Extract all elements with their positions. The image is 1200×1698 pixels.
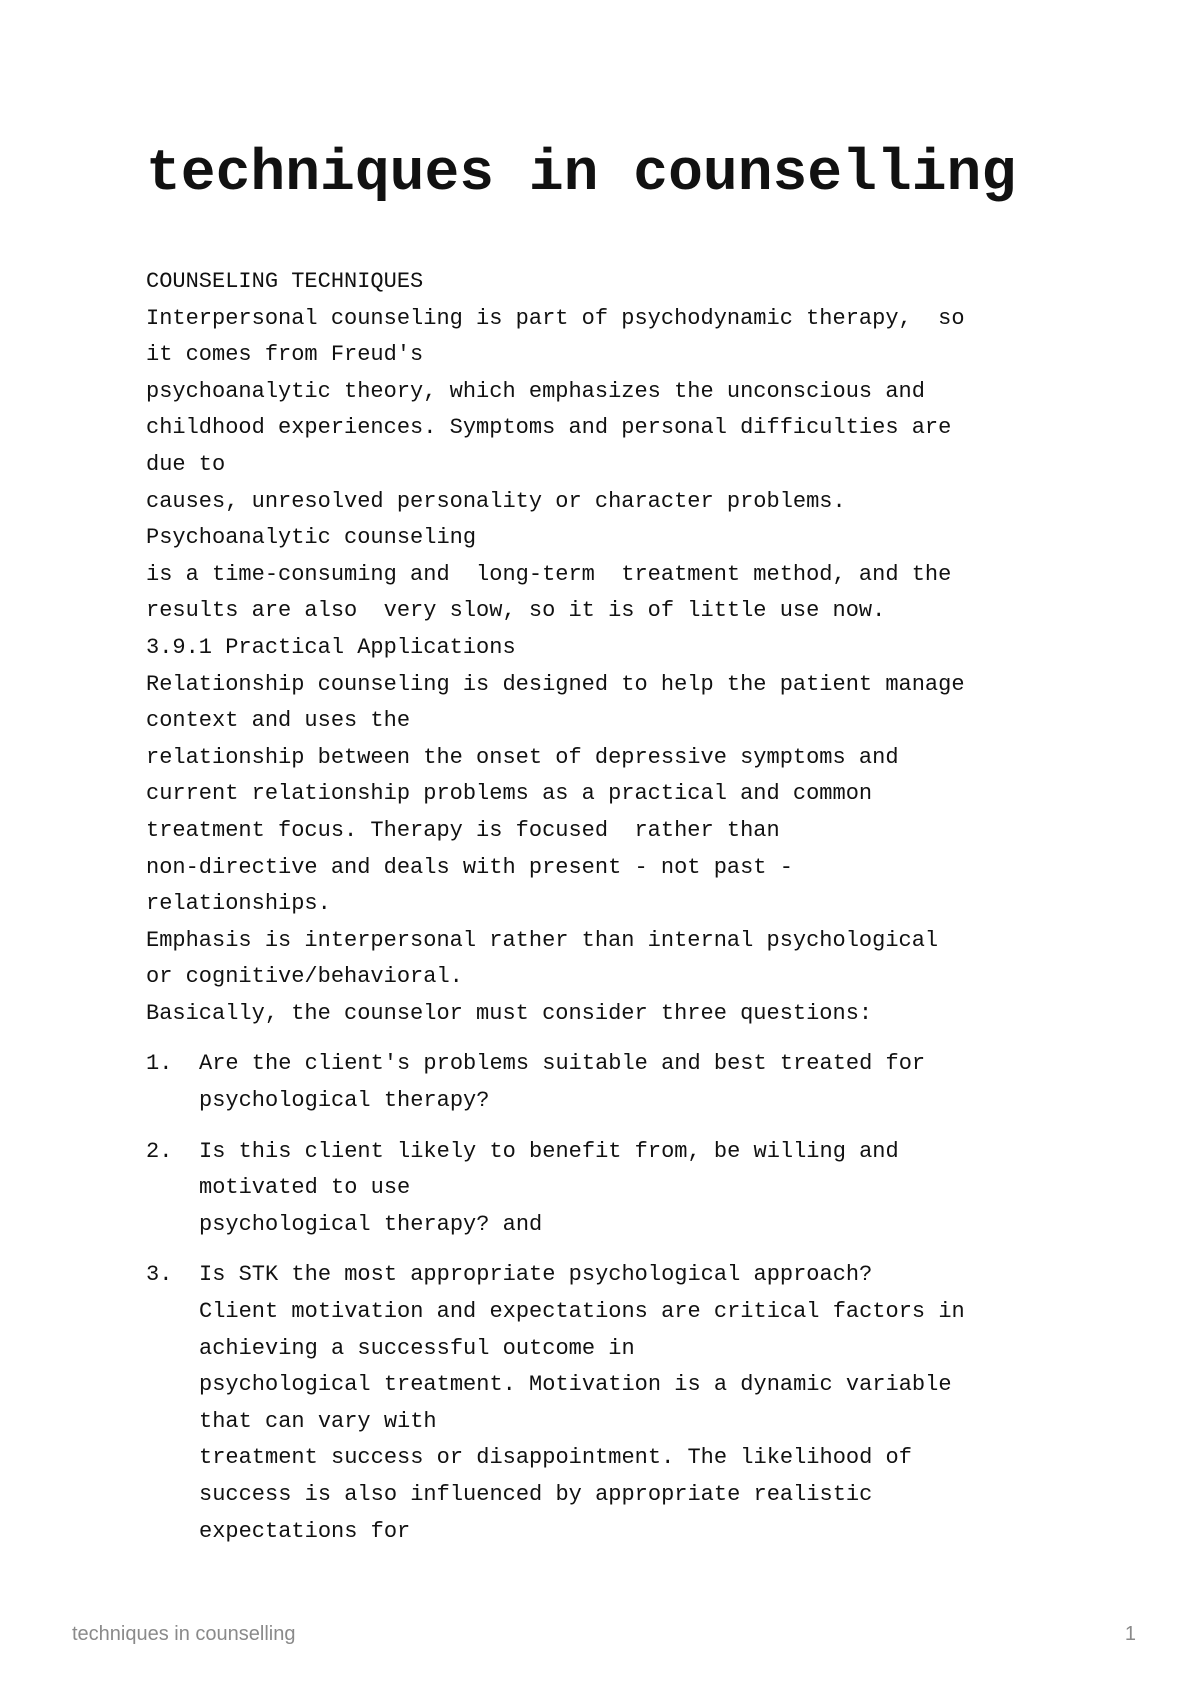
body-line: context and uses the [146, 708, 411, 734]
body-line: relationship between the onset of depressive symptoms and [146, 744, 899, 770]
list-item-line: psychological treatment. Motivation is a dynamic variable [199, 1372, 952, 1398]
list-item [146, 1257, 1106, 1550]
body-line: or cognitive/behavioral. [146, 964, 463, 990]
body-line: it comes from Freud's [146, 342, 424, 368]
list-item [146, 1134, 1106, 1244]
questions-list [146, 1046, 1106, 1550]
list-item-line: that can vary with [199, 1408, 437, 1434]
page-number: 1 [1124, 1623, 1136, 1645]
list-item-line: treatment success or disappointment. The likelihood of [199, 1445, 912, 1471]
body-line: non-directive and deals with present - not past - [146, 854, 793, 880]
body-line: COUNSELING TECHNIQUES [146, 269, 424, 294]
body-line: Basically, the counselor must consider three questions: [146, 1000, 873, 1026]
list-item-line: motivated to use [199, 1175, 411, 1201]
section-heading: 3.9.1 Practical Applications [146, 634, 516, 660]
body-line: relationships. [146, 891, 331, 917]
list-item-line: expectations for [199, 1518, 411, 1544]
document-body [146, 264, 1106, 1564]
list-item-line: Is this client likely to benefit from, be willing and [199, 1138, 899, 1164]
list-item-line: Client motivation and expectations are critical factors in [199, 1299, 965, 1325]
body-line: Relationship counseling is designed to help the patient manage [146, 671, 965, 697]
list-item [146, 1046, 1106, 1119]
body-line: causes, unresolved personality or character problems. [146, 488, 846, 514]
body-line: psychoanalytic theory, which emphasizes the unconscious and [146, 378, 925, 404]
body-line: current relationship problems as a practical and common [146, 781, 873, 807]
list-item-line: Is STK the most appropriate psychological approach? [199, 1262, 873, 1288]
body-line: Interpersonal counseling is part of psychodynamic therapy, so [146, 305, 965, 331]
body-line: results are also very slow, so it is of little use now. [146, 598, 886, 624]
body-line: childhood experiences. Symptoms and personal difficulties are [146, 415, 952, 441]
document-title: techniques in counselling [146, 142, 1017, 207]
body-line: Emphasis is interpersonal rather than internal psychological [146, 927, 939, 953]
body-line: is a time-consuming and long-term treatment method, and the [146, 561, 952, 587]
list-item-line: psychological therapy? [199, 1088, 490, 1114]
list-number: 3. [146, 1262, 173, 1288]
list-item-line: achieving a successful outcome in [199, 1335, 635, 1361]
body-line: treatment focus. Therapy is focused rather than [146, 817, 780, 843]
list-item-line: success is also influenced by appropriate realistic [199, 1482, 873, 1507]
list-number: 1. [146, 1051, 173, 1077]
body-line: due to [146, 451, 226, 477]
footer-title: techniques in counselling [72, 1623, 296, 1645]
list-number: 2. [146, 1138, 173, 1164]
list-item-line: psychological therapy? and [199, 1211, 543, 1237]
body-line: Psychoanalytic counseling [146, 525, 477, 551]
list-item-line: Are the client's problems suitable and best treated for [199, 1051, 926, 1077]
